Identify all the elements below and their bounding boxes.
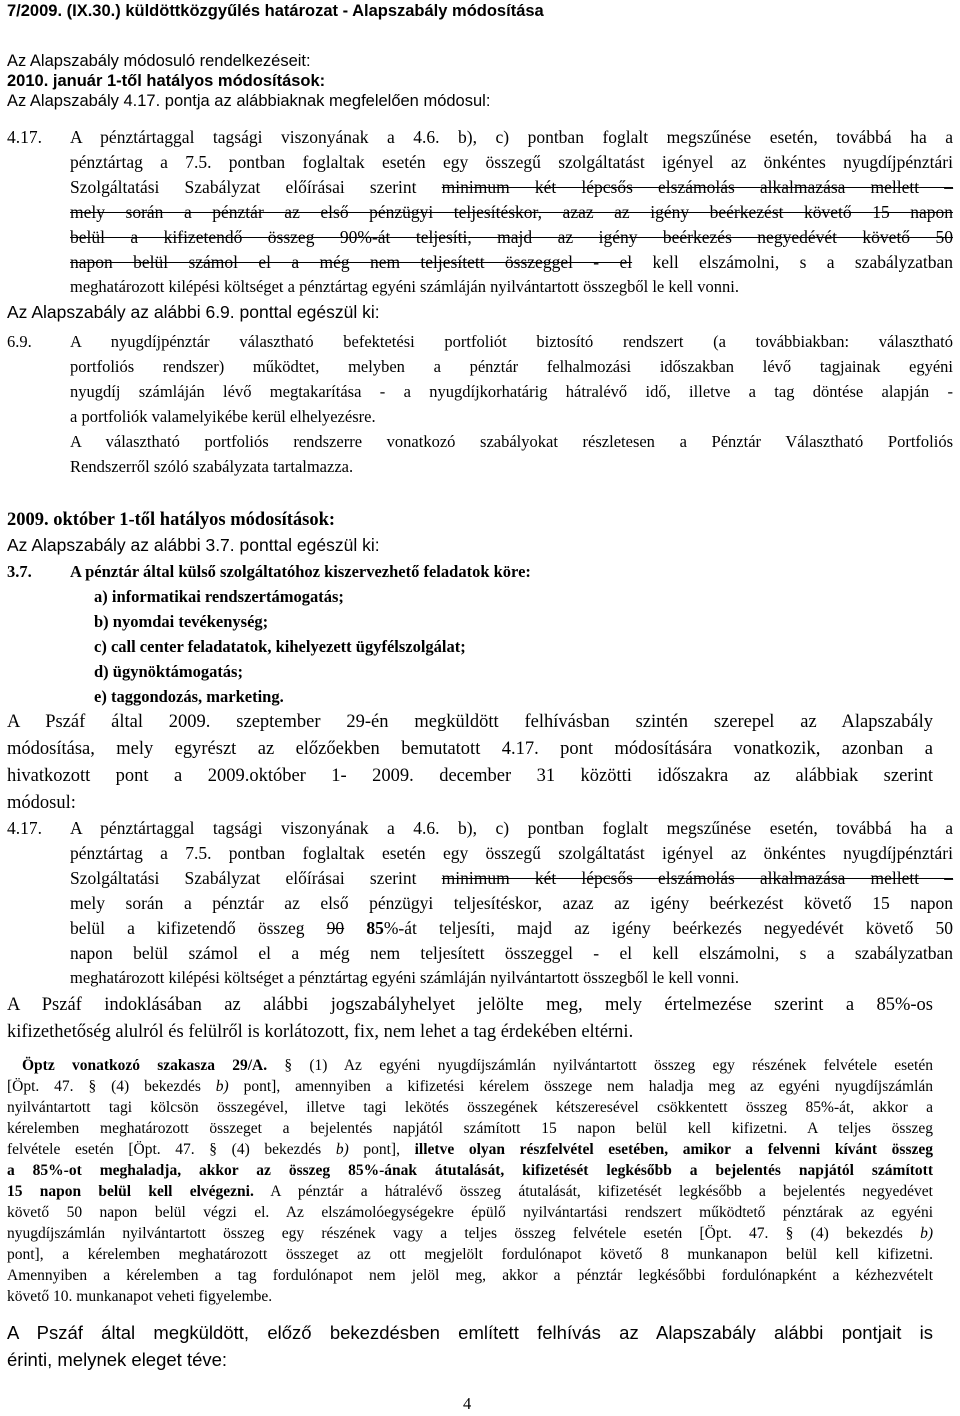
text-line: A pénztártaggal tagsági viszonyának a 4.6. b), c) pontban foglalt megszűnése esetén, továbbá ha a <box>70 818 953 838</box>
text-line: A választható portfoliós rendszerre vonatkozó szabályokat részletesen a Pénztár Választható Portfoliós <box>70 432 953 451</box>
struck-value: 90 <box>326 918 345 938</box>
effective-date-heading: 2009. október 1-től hatályos módosítások: <box>7 510 336 530</box>
text-line: nyilvántartott tagi kölcsön összegével, illetve tagi lekötés összegének kétszeresével csökkentett összeg 85%-át, akkor a <box>7 1099 933 1116</box>
text-line <box>7 1078 933 1096</box>
text-line: követő 10. munkanapot veheti figyelembe. <box>7 1288 273 1305</box>
text-line: nyugdíj számláján lévő megtakarítása - a nyugdíjkorhatárig hátralévő idő, illetve a tag döntése alapján - <box>70 382 953 401</box>
text-run: kell elszámolni, s a szabályzatban <box>652 252 954 272</box>
text-line: meghatározott kilépési költséget a pénztártag egyéni számláján nyilvántartott összegből le kell vonni. <box>70 968 739 987</box>
text-line: Rendszerről szóló szabályzata tartalmazza. <box>70 457 354 476</box>
text-line: mely során a pénztár az első pénzügyi teljesítéskor, azaz az igény beérkezést követő 15 napon <box>70 893 953 913</box>
page-title: 7/2009. (IX.30.) küldöttközgyűlés határozat - Alapszabály módosítása <box>7 2 544 20</box>
page-number: 4 <box>463 1394 472 1413</box>
section-heading: Az Alapszabály az alábbi 6.9. ponttal egészül ki: <box>7 302 380 322</box>
text-line <box>7 1183 933 1201</box>
text-run: felvétele esetén [Öpt. 47. § (4) bekezdés <box>7 1141 322 1158</box>
text-line: kérelemben meghatározott összeget a bejelentés napjától számított 15 napon belül kell kifizetni. A teljes összeg <box>7 1120 933 1137</box>
text-line: érinti, melynek eleget téve: <box>7 1349 228 1370</box>
text-line <box>7 1141 933 1159</box>
text-line: pont], a kérelemben meghatározott összeget az ott megjelölt fordulónapot követő 8 munkanapon belül kell kifizetni. <box>7 1246 933 1263</box>
struck-text: minimum két lépcsős elszámolás alkalmazása mellett – <box>441 177 954 197</box>
new-value: 85 <box>366 918 384 938</box>
text-line: módosítása, mely egyrészt az előzőekben bemutatott 4.17. pont módosítására vonatkozik, azonban a <box>7 739 933 759</box>
text-line: módosul: <box>7 793 76 813</box>
text-line <box>70 943 953 964</box>
text-run: A pénztár a hátralévő összeg átutalását, kifizetését legkésőbb a bejelentés negyedévet <box>270 1183 933 1200</box>
text-line: pénztártag a 7.5. pontban foglaltak esetén egy összegű szolgáltatást igényel az önkéntes nyugdíjpénztári <box>70 152 953 172</box>
text-line <box>7 1225 933 1243</box>
text-line <box>70 252 953 273</box>
text-line <box>70 918 953 939</box>
list-item: b) nyomdai tevékenység; <box>94 612 269 631</box>
text-line: követő 50 napon belül végzi el. Az elszámolóegységekre épülő nyilvántartási rendszert működtető pénztárak az egyéni <box>7 1204 933 1221</box>
text-line <box>70 868 953 889</box>
text-line: A Pszáf indoklásában az alábbi jogszabályhelyet jelölte meg, mely értelmezése szerint a 85%-os <box>7 995 933 1015</box>
text-line: a portfoliók valamelyikébe kerül elhelyezésre. <box>70 407 376 426</box>
struck-text: napon belül számol el a még nem teljesített összeggel - el <box>70 252 633 272</box>
intro-line: Az Alapszabály 4.17. pontja az alábbiaknak megfelelően módosul: <box>7 92 491 110</box>
text-run: pont], <box>363 1141 400 1158</box>
text-run: Szolgáltatási Szabályzat előírásai szerint <box>70 868 417 888</box>
text-run: b) <box>920 1225 934 1242</box>
struck-text: minimum két lépcsős elszámolás alkalmazása mellett – <box>441 868 954 888</box>
section-number: 6.9. <box>7 332 32 351</box>
text-run: 15 napon belül kell elvégezni. <box>7 1183 254 1200</box>
list-item: a) informatikai rendszertámogatás; <box>94 587 344 606</box>
text-run: [Öpt. 47. § (4) bekezdés <box>7 1078 201 1095</box>
text-run: § (1) Az egyéni nyugdíjszámlán nyilvántartott összeg egy részének felvétele esetén <box>284 1057 933 1074</box>
text-line: portfoliós rendszer) működtet, melyben a pénztár felhalmozási időszakban lévő tagjainak egyéni <box>70 357 953 376</box>
citation-heading: Öptz vonatkozó szakasza 29/A. <box>22 1057 268 1074</box>
text-run: b) <box>215 1078 229 1095</box>
effective-date-heading: 2010. január 1-től hatályos módosítások: <box>7 72 326 90</box>
text-line: Amennyiben a kérelemben a tag fordulónapot nem jelöl meg, akkor a pénztár legkésőbbi fordulónapként a kézhezvételt <box>7 1267 933 1284</box>
list-item: e) taggondozás, marketing. <box>94 687 284 706</box>
text-run: belül a kifizetendő összeg <box>70 918 305 938</box>
text-run: b) <box>335 1141 349 1158</box>
text-run: Szolgáltatási Szabályzat előírásai szerint <box>70 177 417 197</box>
text-line <box>22 1057 933 1075</box>
list-item: d) ügynöktámogatás; <box>94 662 243 681</box>
text-line: kifizethetőség alulról és felülről is korlátozott, fix, nem lehet a tag érdekében eltérni. <box>7 1022 634 1042</box>
section-heading: A pénztár által külső szolgáltatóhoz kiszervezhető feladatok köre: <box>70 562 531 581</box>
text-line: A Pszáf által megküldött, előző bekezdésben említett felhívás az Alapszabály alábbi pontjait is <box>7 1322 933 1343</box>
text-run: pont], amennyiben a kifizetési kérelem összege nem haladja meg az egyéni nyugdíjszámlán <box>243 1078 934 1095</box>
list-item: c) call center feladatatok, kihelyezett ügyfélszolgálat; <box>94 637 466 656</box>
section-heading: Az Alapszabály az alábbi 3.7. ponttal egészül ki: <box>7 535 380 555</box>
text-run: napon belül számol el a még nem teljesített összeggel - el <box>70 943 633 963</box>
section-number: 3.7. <box>7 562 32 581</box>
text-run: nyugdíjszámlán nyilvántartott összeg egy részének vagy a teljes összeg felvétele esetén [Öpt. 47. § (4) bekezdés <box>7 1225 903 1242</box>
text-line: meghatározott kilépési költséget a pénztártag egyéni számláján nyilvántartott összegből le kell vonni. <box>70 277 739 296</box>
text-line <box>70 177 953 198</box>
text-line: A pénztártaggal tagsági viszonyának a 4.6. b), c) pontban foglalt megszűnése esetén, továbbá ha a <box>70 127 953 147</box>
text-run: kell elszámolni, s a szabályzatban <box>652 943 954 963</box>
section-number: 4.17. <box>7 127 42 147</box>
text-line: hivatkozott pont a 2009.október 1- 2009. december 31 közötti időszakra az alábbiak szerint <box>7 766 933 786</box>
text-line: a 85%-ot meghaladja, akkor az összeg 85%-ának átutalását, kifizetését legkésőbb a bejelentés napjától számított <box>7 1162 933 1179</box>
text-run: %-át teljesíti, majd az igény beérkezés negyedévét követő 50 <box>383 918 953 938</box>
text-line: A nyugdíjpénztár választható befektetési portfoliót biztosító rendszert (a továbbiakban: választható <box>70 332 953 351</box>
text-line: pénztártag a 7.5. pontban foglaltak esetén egy összegű szolgáltatást igényel az önkéntes nyugdíjpénztári <box>70 843 953 863</box>
struck-text: mely során a pénztár az első pénzügyi teljesítéskor, azaz az igény beérkezést követő 15 napon <box>70 202 953 222</box>
section-number: 4.17. <box>7 818 42 838</box>
text-run: illetve olyan részfelvétel esetében, amikor a felvenni kívánt összeg <box>414 1141 934 1158</box>
text-line: A Pszáf által 2009. szeptember 29-én megküldött felhívásban szintén szerepel az Alapszabály <box>7 712 933 732</box>
struck-text: belül a kifizetendő összeg 90%-át teljesíti, majd az igény beérkezés negyedévét követő 50 <box>70 227 953 247</box>
intro-line: Az Alapszabály módosuló rendelkezéseit: <box>7 52 311 70</box>
